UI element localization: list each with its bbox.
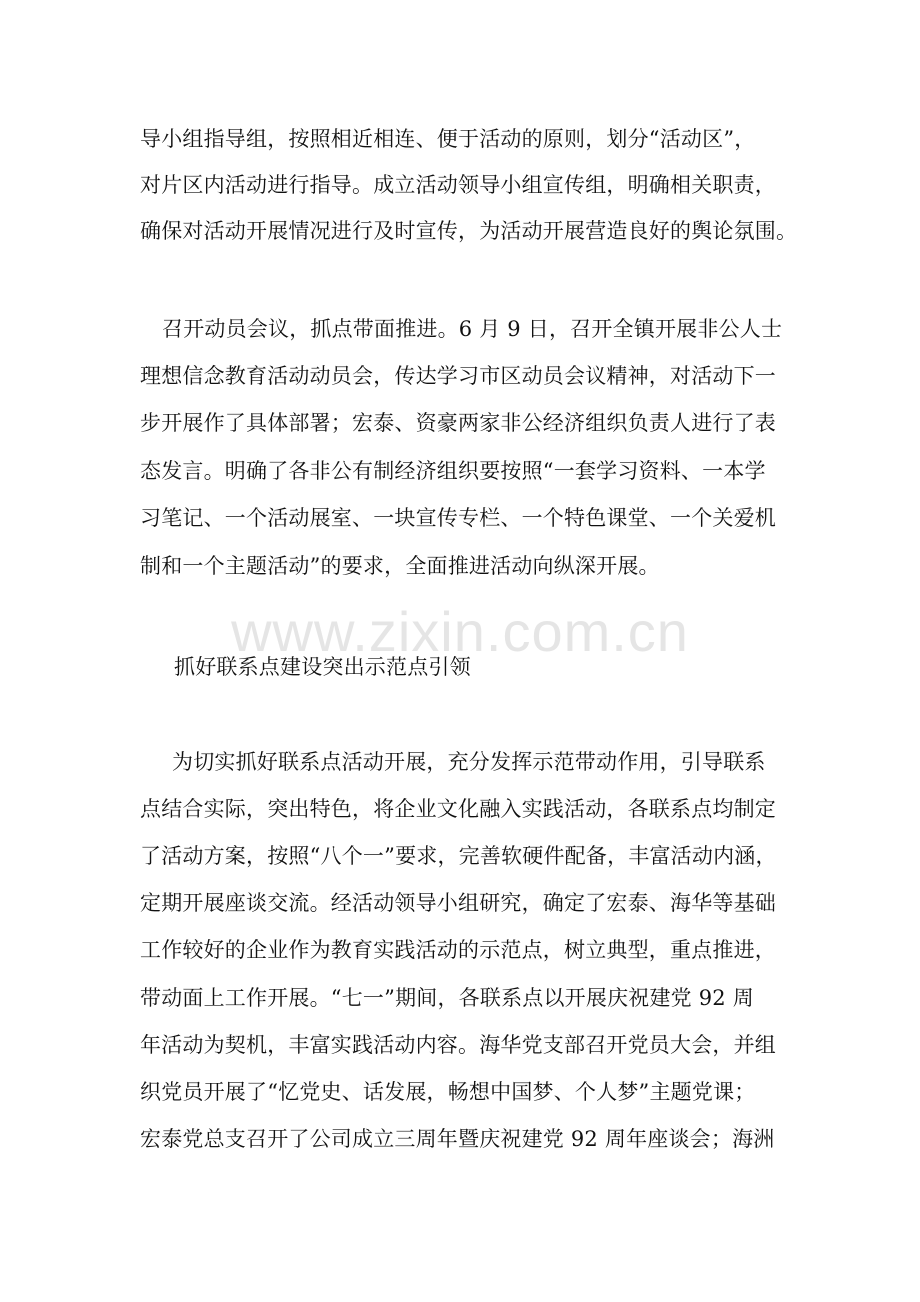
watermark: www.zixin.com.cn: [231, 600, 689, 663]
text-line: 年活动为契机，丰富实践活动内容。海华党支部召开党员大会，并组: [140, 1033, 776, 1057]
text-line: 对片区内活动进行指导。成立活动领导小组宣传组，明确相关职责，: [140, 173, 776, 197]
text-line: 步开展作了具体部署；宏泰、资豪两家非公经济组织负责人进行了表: [140, 411, 776, 435]
text-line: 理想信念教育活动动员会，传达学习市区动员会议精神，对活动下一: [140, 364, 776, 388]
section-heading: 抓好联系点建设突出示范点引领: [174, 655, 471, 679]
text-line: 召开动员会议，抓点带面推进。6 月 9 日，召开全镇开展非公人士: [162, 317, 783, 341]
text-line: 制和一个主题活动”的要求，全面推进活动向纵深开展。: [140, 554, 660, 578]
text-line: 了活动方案，按照“八个一”要求，完善软硬件配备，丰富活动内涵，: [140, 844, 777, 868]
text-line: 织党员开展了“忆党史、话发展，畅想中国梦、个人梦”主题党课；: [140, 1080, 756, 1104]
text-line: 态发言。明确了各非公有制经济组织要按照“一套学习资料、一本学: [140, 459, 766, 483]
text-line: 导小组指导组，按照相近相连、便于活动的原则，划分“活动区”，: [140, 127, 756, 151]
text-line: 点结合实际，突出特色，将企业文化融入实践活动，各联系点均制定: [140, 797, 776, 821]
text-line: 带动面上工作开展。“七一”期间，各联系点以开展庆祝建党 92 周: [140, 986, 754, 1010]
text-line: 为切实抓好联系点活动开展，充分发挥示范带动作用，引导联系: [172, 750, 766, 774]
text-line: 工作较好的企业作为教育实践活动的示范点，树立典型，重点推进，: [140, 938, 776, 962]
text-line: 习笔记、一个活动展室、一块宣传专栏、一个特色课堂、一个关爱机: [140, 506, 776, 530]
text-line: 宏泰党总支召开了公司成立三周年暨庆祝建党 92 周年座谈会；海洲: [140, 1127, 775, 1151]
text-line: 确保对活动开展情况进行及时宣传，为活动开展营造良好的舆论氛围。: [140, 219, 798, 243]
text-line: 定期开展座谈交流。经活动领导小组研究，确定了宏泰、海华等基础: [140, 891, 776, 915]
